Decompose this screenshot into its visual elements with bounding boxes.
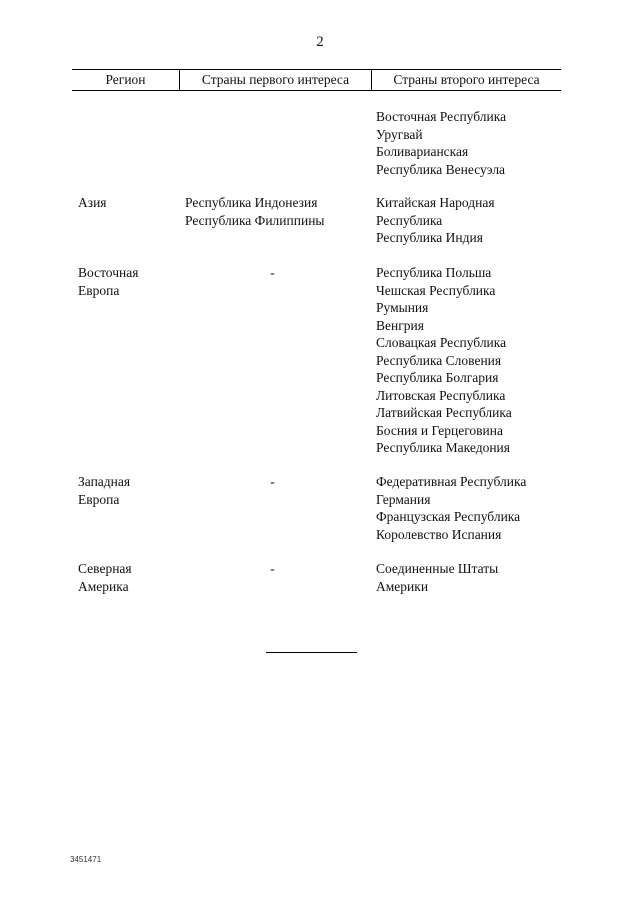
cell-first-interest <box>185 264 360 282</box>
cell-line: Французская Республика <box>376 509 521 524</box>
cell-line: Чешская Республика <box>376 282 496 298</box>
cell-first-interest <box>185 473 360 491</box>
cell-line: Федеративная Республика <box>376 474 527 489</box>
cell-line: Уругвай <box>376 126 423 142</box>
cell-line: Словацкая Республика <box>376 335 507 350</box>
cell-line: - <box>270 265 275 280</box>
cell-line: Республика Польша <box>376 265 492 280</box>
cell-first-interest <box>185 560 360 578</box>
cell-line: Западная <box>78 474 131 489</box>
cell-line: Республика <box>376 212 443 228</box>
header-first-interest: Страны первого интереса <box>179 70 371 90</box>
cell-line: Европа <box>78 282 120 298</box>
cell-line: - <box>270 561 275 576</box>
cell-line: Республика Словения <box>376 352 502 368</box>
header-region: Регион <box>105 72 146 87</box>
cell-line: Венгрия <box>376 317 424 333</box>
cell-region <box>78 264 174 299</box>
document-id: 3451471 <box>70 855 102 864</box>
cell-line: Республика Болгария <box>376 370 499 385</box>
page-number: 2 <box>316 34 324 50</box>
header-second-interest: Страны второго интереса <box>371 70 561 90</box>
end-divider <box>266 652 357 653</box>
cell-line: Республика Венесуэла <box>376 161 506 177</box>
cell-line: Республика Индонезия <box>185 195 318 210</box>
table-header <box>72 69 561 91</box>
cell-line: Румыния <box>376 300 429 315</box>
cell-second-interest <box>376 108 566 178</box>
cell-line: Боливарианская <box>376 144 469 159</box>
cell-line: Германия <box>376 491 431 507</box>
cell-line: Северная <box>78 561 132 576</box>
cell-second-interest <box>376 264 566 457</box>
cell-line: Босния и Герцеговина <box>376 422 503 438</box>
cell-second-interest <box>376 473 566 543</box>
cell-line: Латвийская Республика <box>376 405 512 420</box>
cell-line: Восточная <box>78 265 139 280</box>
cell-second-interest <box>376 194 566 247</box>
cell-line: Китайская Народная <box>376 195 495 210</box>
cell-region <box>78 194 174 212</box>
cell-first-interest <box>185 194 365 229</box>
cell-line: - <box>270 474 275 489</box>
cell-line: Республика Филиппины <box>185 212 325 228</box>
cell-line: Литовская Республика <box>376 387 506 403</box>
cell-region <box>78 560 174 595</box>
cell-line: Соединенные Штаты <box>376 561 499 576</box>
cell-line: Республика Македония <box>376 440 510 455</box>
cell-line: Восточная Республика <box>376 109 507 124</box>
cell-line: Америка <box>78 578 129 594</box>
cell-line: Республика Индия <box>376 230 483 245</box>
cell-region <box>78 473 174 508</box>
cell-line: Азия <box>78 195 107 210</box>
cell-second-interest <box>376 560 566 595</box>
cell-line: Королевство Испания <box>376 526 502 542</box>
cell-line: Европа <box>78 491 120 507</box>
cell-line: Америки <box>376 578 429 594</box>
